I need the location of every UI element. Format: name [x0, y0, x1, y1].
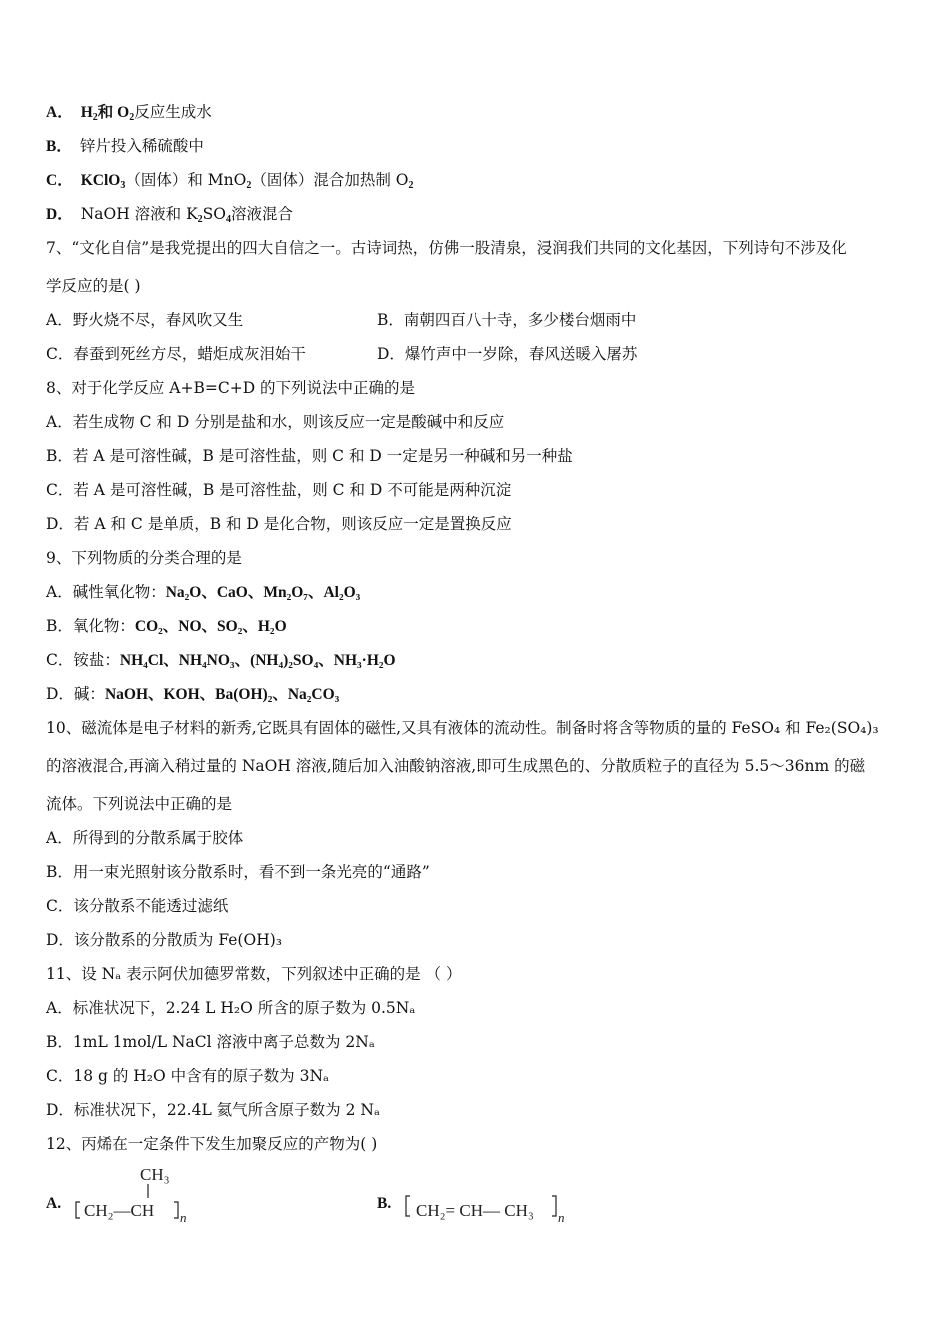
q11-option-c: C．18 g 的 H₂O 中含有的原子数为 3Nₐ — [46, 1067, 329, 1085]
formula-b-n: n — [558, 1210, 565, 1225]
q7-stem-line1: 7、“文化自信”是我党提出的四大自信之一。古诗词热，仿佛一股清泉，浸润我们共同的文化基因，下列诗句不涉及化 — [46, 239, 847, 257]
q8-stem: 8、对于化学反应 A+B=C+D 的下列说法中正确的是 — [46, 379, 416, 397]
formula-a-n: n — [180, 1210, 187, 1225]
q8-option-d: D．若 A 和 C 是单质，B 和 D 是化合物，则该反应一定是置换反应 — [46, 515, 512, 533]
q6-option-b: B． 锌片投入稀硫酸中 — [46, 137, 204, 155]
q8-option-b: B．若 A 是可溶性碱，B 是可溶性盐，则 C 和 D 一定是另一种碱和另一种盐 — [46, 447, 573, 465]
bracket-right-icon — [174, 1202, 178, 1218]
q11-option-a: A．标准状况下，2.24 L H₂O 所含的原子数为 0.5Nₐ — [46, 999, 416, 1017]
q9-option-b: B．氧化物：CO₂、NO、SO₂、H₂O — [46, 617, 287, 635]
q6-option-a: A． $H_2$和 $O_2$反应生成水 — [46, 103, 212, 123]
formula-b-main: CH₂= CH— CH₃ — [416, 1201, 534, 1220]
q10-option-d: D．该分散系的分散质为 Fe(OH)₃ — [46, 931, 282, 949]
q8-option-a: A．若生成物 C 和 D 分别是盐和水，则该反应一定是酸碱中和反应 — [46, 413, 505, 431]
q10-stem-line2: 的溶液混合,再滴入稍过量的 NaOH 溶液,随后加入油酸钠溶液,即可生成黑色的、分散质粒子的直径为 5.5～36nm 的磁 — [46, 757, 866, 775]
q7-option-d: D．爆竹声中一岁除，春风送暖入屠苏 — [377, 345, 638, 363]
q12-stem: 12、丙烯在一定条件下发生加聚反应的产物为( ) — [46, 1135, 378, 1153]
q9-option-d: D．碱：NaOH、KOH、Ba(OH)₂、Na₂CO₃ — [46, 685, 340, 703]
q11-option-d: D．标准状况下，22.4L 氦气所含原子数为 2 Nₐ — [46, 1101, 380, 1119]
q7-option-b: B．南朝四百八十寺，多少楼台烟雨中 — [377, 311, 637, 329]
q6-option-c: C． KClO$_3$（固体）和 MnO$_2$（固体）混合加热制 $O_2$ — [46, 171, 414, 191]
q10-option-a: A．所得到的分散系属于胶体 — [46, 829, 244, 847]
q7-option-a: A．野火烧不尽，春风吹又生 — [46, 311, 244, 329]
q9-option-a: A．碱性氧化物：Na₂O、CaO、Mn₂O₇、Al₂O₃ — [46, 583, 361, 601]
q6-option-d: D． NaOH 溶液和 $K_2SO_4$溶液混合 — [46, 205, 294, 225]
q7-option-c: C．春蚕到死丝方尽，蜡炬成灰泪始干 — [46, 345, 306, 363]
bracket-right-icon — [552, 1196, 556, 1216]
q11-stem: 11、设 Nₐ 表示阿伏加德罗常数，下列叙述中正确的是 （ ） — [46, 965, 462, 983]
bracket-left-icon — [76, 1202, 80, 1218]
q8-option-c: C．若 A 是可溶性碱，B 是可溶性盐，则 C 和 D 不可能是两种沉淀 — [46, 481, 512, 499]
formula-a-main: CH₂—CH — [84, 1201, 155, 1220]
q12-option-a-formula — [72, 1160, 202, 1226]
q10-stem-line3: 流体。下列说法中正确的是 — [46, 795, 233, 813]
q10-stem-line1: 10、磁流体是电子材料的新秀,它既具有固体的磁性,又具有液体的流动性。制备时将含等物质的量的 FeSO₄ 和 Fe₂(SO₄)₃ — [46, 719, 879, 737]
q7-stem-line2: 学反应的是( ) — [46, 277, 141, 295]
q9-option-c: C．铵盐：NH₄Cl、NH₄NO₃、(NH₄)₂SO₄、NH₃·H₂O — [46, 651, 396, 669]
bracket-left-icon — [406, 1196, 410, 1216]
q12-option-b-formula — [402, 1190, 592, 1230]
q10-option-b: B．用一束光照射该分散系时，看不到一条光亮的“通路” — [46, 863, 430, 881]
q12-option-a-label: A. — [46, 1195, 62, 1212]
formula-a-methyl: CH₃ — [140, 1165, 170, 1184]
q10-option-c: C．该分散系不能透过滤纸 — [46, 897, 229, 915]
q11-option-b: B．1mL 1mol/L NaCl 溶液中离子总数为 2Nₐ — [46, 1033, 375, 1051]
q12-option-b-label: B. — [377, 1195, 392, 1212]
q9-stem: 9、下列物质的分类合理的是 — [46, 549, 242, 567]
